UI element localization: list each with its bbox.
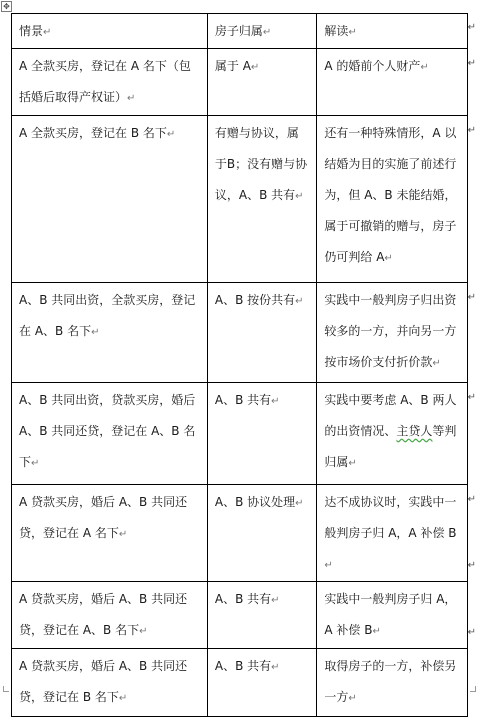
table-row [12, 283, 468, 383]
cell-scenario[interactable]: A 贷款买房，婚后 A、B 共同还贷，登记在 A 名下↵ [12, 485, 208, 582]
cell-scenario[interactable]: A 全款买房，登记在 B 名下↵ [12, 116, 208, 283]
spellcheck-underline: 主贷人 [396, 424, 433, 438]
cell-scenario[interactable]: A 全款买房，登记在 A 名下（包括婚后取得产权证）↵ [12, 49, 208, 116]
header-cell-ownership[interactable]: 房子归属↵ [207, 14, 317, 49]
cell-scenario[interactable]: A、B 共同出资，全款买房，登记在 A、B 名下↵ [12, 283, 208, 383]
custody-table [11, 13, 468, 717]
cell-ownership[interactable]: A、B 共有↵ [207, 582, 317, 649]
cell-scenario[interactable]: A、B 共同出资，贷款买房，婚后 A、B 共同还贷，登记在 A、B 名下↵ [12, 383, 208, 485]
cell-ownership[interactable]: A、B 共有↵ [207, 383, 317, 485]
row-end-mark: ↵ [467, 560, 476, 571]
cell-ownership[interactable]: A、B 共有↵ [207, 649, 317, 717]
table-row [12, 383, 468, 485]
row-end-mark: ↵ [467, 58, 476, 69]
cell-interpretation[interactable]: 实践中一般判房子归出资较多的一方，并向另一方按市场价支付折价款↵ [317, 283, 468, 383]
cell-interpretation[interactable]: 实践中一般判房子归 A，A 补偿 B↵ [317, 582, 468, 649]
header-cell-interpretation[interactable]: 解读↵ [317, 14, 468, 49]
cell-interpretation[interactable]: 还有一种特殊情形，A 以结婚为目的实施了前述行为，但 A、B 未能结婚，属于可撤销的赠与，房子仍可判给 A↵ [317, 116, 468, 283]
header-cell-scenario[interactable]: 情景↵ [12, 14, 208, 49]
page-corner-marker [3, 686, 9, 692]
row-end-mark: ↵ [467, 125, 476, 136]
cell-interpretation[interactable]: 达不成协议时，实践中一般判房子归 A，A 补偿 B↵ [317, 485, 468, 582]
table-header-row [12, 14, 468, 49]
cell-scenario[interactable]: A 贷款买房，婚后 A、B 共同还贷，登记在 A、B 名下↵ [12, 582, 208, 649]
table-row [12, 649, 468, 717]
cell-interpretation[interactable]: A 的婚前个人财产↵ [317, 49, 468, 116]
table-move-handle-icon[interactable]: ✥ [1, 1, 12, 12]
page-corner-marker [470, 686, 476, 692]
table-row [12, 485, 468, 582]
cell-scenario[interactable]: A 贷款买房，婚后 A、B 共同还贷，登记在 B 名下↵ [12, 649, 208, 717]
cell-interpretation[interactable]: 取得房子的一方，补偿另一方↵ [317, 649, 468, 717]
cell-ownership[interactable]: A、B 按份共有↵ [207, 283, 317, 383]
table-row [12, 582, 468, 649]
cell-interpretation[interactable]: 实践中要考虑 A、B 两人的出资情况、主贷人等判归属↵ [317, 383, 468, 485]
cell-ownership[interactable]: 属于 A↵ [207, 49, 317, 116]
row-end-mark: ↵ [467, 494, 476, 505]
row-end-mark: ↵ [467, 292, 476, 303]
row-end-mark: ↵ [467, 22, 476, 33]
cell-ownership[interactable]: A、B 协议处理↵ [207, 485, 317, 582]
row-end-mark: ↵ [467, 392, 476, 403]
table-row [12, 116, 468, 283]
table-row [12, 49, 468, 116]
cell-ownership[interactable]: 有赠与协议，属于B；没有赠与协议，A、B 共有↵ [207, 116, 317, 283]
row-end-mark: ↵ [467, 627, 476, 638]
